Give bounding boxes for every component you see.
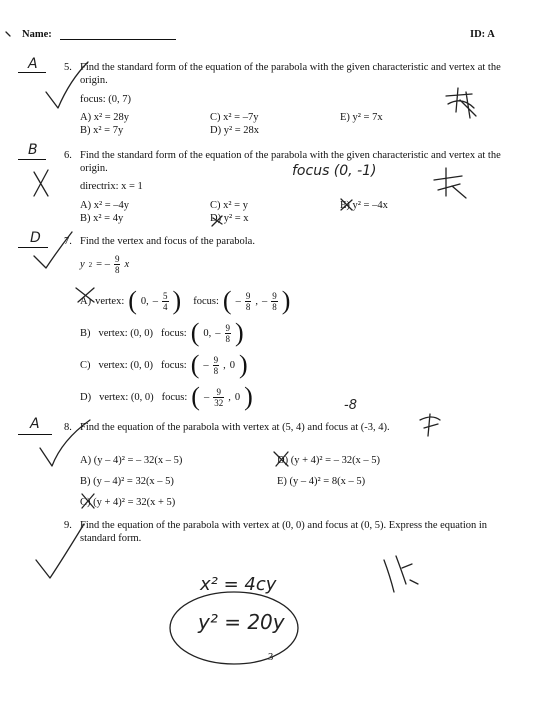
q7-eq-lhs: y	[80, 259, 85, 270]
q7-eq-sign: = –	[96, 259, 110, 270]
q6-given: directrix: x = 1	[80, 181, 143, 192]
q6-number: 6.	[64, 150, 72, 161]
q7-option-a: A) vertex: ( 0, – $\frac{5}{4}$ ) focus: ( – $\frac{9}{8}$ , – $\frac{9}{8}$ )	[80, 286, 291, 315]
q7-question: Find the vertex and focus of the parabola.	[80, 236, 255, 247]
q7-a-vertex: vertex:	[95, 295, 125, 307]
q5-option-c: C) x² = –7y	[210, 112, 259, 123]
page-number: 3	[268, 652, 274, 663]
q7-option-b: B) vertex: (0, 0) focus: ( 0, – $\frac{9}{8}$ )	[80, 318, 244, 347]
q6-option-e-strike-icon	[341, 199, 352, 210]
q7-check-mark-icon	[34, 232, 72, 268]
id-label: ID: A	[470, 29, 495, 40]
q8-option-c-strike-icon	[82, 494, 94, 508]
q8-option-d: D) (y + 4)² = – 32(x – 5)	[277, 455, 381, 466]
q9-work-line-1: x² = 4cy	[200, 574, 277, 595]
q8-scribble-icon	[420, 414, 440, 436]
q5-option-e: E) y² = 7x	[340, 112, 383, 123]
q9-check-mark-icon	[36, 524, 84, 578]
q5-option-b: B) x² = 7y	[80, 125, 124, 136]
q7-eq-fraction: $\frac{9}{8}$	[114, 254, 120, 275]
name-label: Name:	[22, 29, 52, 40]
q7-option-c: C) vertex: (0, 0) focus: ( – $\frac{9}{8}$ , 0 )	[80, 350, 248, 379]
q6-option-e: E) y² = –4x	[340, 200, 388, 211]
q8-option-b: B) (y – 4)² = 32(x – 5)	[80, 476, 174, 487]
q8-option-a: A) (y – 4)² = – 32(x – 5)	[80, 455, 183, 466]
q8-margin-note: -8	[344, 398, 357, 413]
q5-given: focus: (0, 7)	[80, 94, 132, 105]
q5-option-a: A) x² = 28y	[80, 112, 130, 123]
q8-handwritten-answer: A	[30, 416, 40, 432]
q5-question: Find the standard form of the equation of the parabola with the given characteristic and vertex at the origin.	[80, 62, 501, 86]
q9-scribble-icon	[384, 556, 418, 592]
q6-question: Find the standard form of the equation of the parabola with the given characteristic and vertex at the origin.	[80, 150, 501, 174]
q7-handwritten-answer: D	[30, 230, 41, 246]
q6-handwritten-answer: B	[28, 142, 38, 158]
q9-question: Find the equation of the parabola with vertex at (0, 0) and focus at (0, 5). Express the equation in standard form.	[80, 520, 488, 544]
q5-number: 5.	[64, 62, 72, 73]
q8-option-e: E) (y – 4)² = 8(x – 5)	[277, 476, 366, 487]
q9-answer-circle-icon	[170, 592, 298, 664]
q7-option-a-strike-icon	[76, 288, 94, 302]
q7-eq-var: x	[124, 259, 130, 270]
q6-option-d-strike-icon	[212, 216, 222, 226]
q7-option-d: D) vertex: (0, 0) focus: ( – $\frac{9}{32}$ , 0 )	[80, 382, 253, 411]
q9-work-line-2: y² = 20y	[198, 610, 285, 634]
q6-option-a: A) x² = –4y	[80, 200, 130, 211]
q6-handwritten-note: focus (0, -1)	[292, 163, 377, 179]
q8-check-mark-icon	[40, 420, 90, 466]
q5-handwritten-answer: A	[28, 56, 38, 72]
q5-option-d: D) y² = 28x	[210, 125, 260, 136]
q6-option-d: D) y² = x	[210, 213, 249, 224]
q7-a-label: A)	[80, 295, 92, 307]
corner-mark-icon	[6, 32, 10, 36]
q6-option-b: B) x² = 4y	[80, 213, 124, 224]
q8-option-c: C) (y + 4)² = 32(x + 5)	[80, 497, 176, 508]
q7-number: 7.	[64, 236, 72, 247]
q8-option-d-strike-icon	[274, 452, 288, 466]
q6-scribble-icon	[434, 168, 466, 198]
q8-question: Find the equation of the parabola with vertex at (5, 4) and focus at (-3, 4).	[80, 422, 390, 433]
q6-option-c: C) x² = y	[210, 200, 248, 211]
q5-scribble-icon	[446, 88, 476, 118]
q7-equation: y 2 = – $\frac{9}{8}$ x	[80, 254, 130, 275]
q9-number: 9.	[64, 520, 72, 531]
q8-number: 8.	[64, 422, 72, 433]
q5-check-mark-icon	[46, 62, 88, 108]
q6-cross-mark-icon	[34, 170, 48, 196]
